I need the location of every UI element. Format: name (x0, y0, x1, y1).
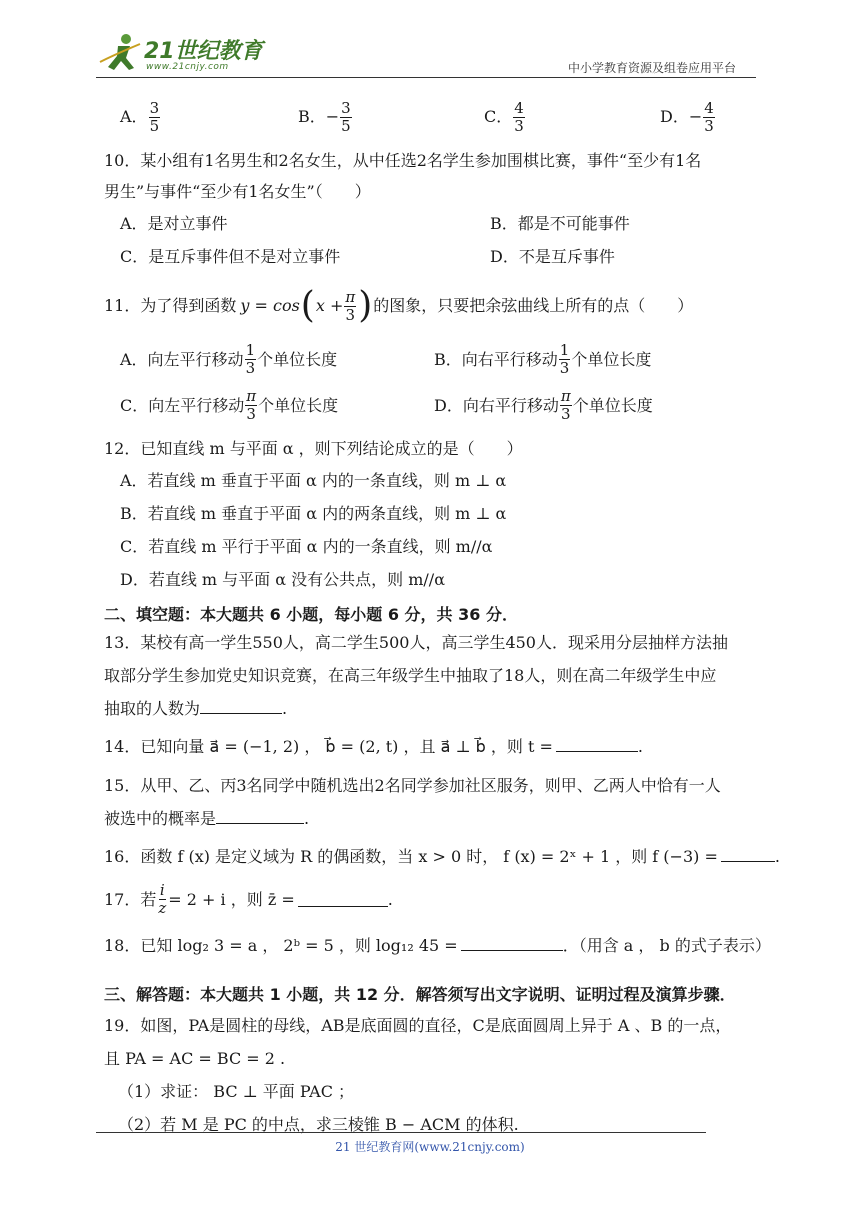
q10-option-d: D．不是互斥事件 (490, 247, 615, 266)
q11-option-d (434, 388, 653, 423)
option-text: 个单位长度 (257, 349, 338, 369)
q11-stem (104, 284, 693, 328)
q11-option-a (120, 342, 337, 377)
q14-text: 14．已知向量 a⃗ = (−1, 2) ， b⃗ = (2, t) ，且 a⃗ ⊥ b⃗ ，则 t = (104, 737, 553, 756)
q19-part1: （1）求证： BC ⊥ 平面 PAC ； (118, 1082, 355, 1101)
denominator: 3 (561, 405, 571, 423)
section-3-heading: 三、解答题：本大题共 1 小题，共 12 分．解答须写出文字说明、证明过程及演算步骤． (104, 985, 736, 1004)
answer-blank[interactable] (461, 936, 563, 951)
q13-text: 抽取的人数为 (104, 699, 201, 718)
q16-text: 16．函数 f (x) 是定义域为 R 的偶函数，当 x > 0 时， f (x) = 2ˣ + 1 ，则 f (−3) = (104, 847, 718, 866)
option-label: B．− (298, 107, 340, 126)
q11-option-c (120, 388, 338, 423)
numerator: 3 (149, 99, 160, 117)
option-text: D．向右平行移动 (434, 395, 559, 415)
q14-end: . (637, 737, 643, 756)
q9-option-a (120, 100, 161, 135)
header-logo (96, 30, 266, 76)
denominator: z (158, 899, 167, 917)
fraction (245, 388, 257, 423)
footer-divider (96, 1132, 706, 1133)
numerator: 1 (559, 341, 570, 359)
q17 (104, 882, 393, 917)
q11-inner: x + (315, 296, 344, 315)
denominator: 5 (341, 117, 351, 135)
q19-line2: 且 PA = AC = BC = 2 . (104, 1049, 286, 1068)
numerator: π (345, 287, 356, 306)
numerator: 4 (704, 99, 714, 117)
option-text: 个单位长度 (571, 349, 652, 369)
header-platform-text: 中小学教育资源及组卷应用平台 (568, 61, 737, 75)
logo-url: www.21cnjy.com (146, 62, 229, 72)
numerator: π (246, 387, 257, 405)
q10-line2: 男生”与事件“至少有1名女生”（ ） (104, 182, 371, 201)
q12-option-d: D．若直线 m 与平面 α 没有公共点，则 m//α (120, 570, 445, 589)
fraction (513, 100, 525, 135)
q18 (104, 935, 771, 957)
option-text: A．向左平行移动 (120, 349, 244, 369)
denominator: 3 (514, 117, 524, 135)
answer-blank[interactable] (721, 847, 775, 862)
denominator: 3 (704, 117, 714, 135)
answer-blank[interactable] (298, 892, 388, 907)
numerator: 4 (514, 99, 524, 117)
numerator: 3 (341, 99, 351, 117)
option-text: B．向右平行移动 (434, 349, 558, 369)
q12-option-b: B．若直线 m 垂直于平面 α 内的两条直线，则 m ⊥ α (120, 504, 507, 523)
denominator: 3 (245, 359, 256, 377)
q14 (104, 736, 643, 758)
q10-option-b: B．都是不可能事件 (490, 214, 630, 233)
answer-blank[interactable] (200, 699, 282, 714)
q12-stem: 12．已知直线 m 与平面 α ，则下列结论成立的是（ ） (104, 439, 523, 458)
fraction (703, 100, 715, 135)
q15-end: . (304, 809, 310, 828)
q11-option-b (434, 342, 651, 377)
q13-line1: 13．某校有高一学生550人，高二学生500人，高三学生450人．现采用分层抽样方法抽 (104, 633, 728, 652)
q10-option-c: C．是互斥事件但不是对立事件 (120, 247, 341, 266)
q11-prefix: 11．为了得到函数 (104, 296, 237, 315)
q15-text: 被选中的概率是 (104, 809, 217, 828)
q16-end: . (774, 847, 780, 866)
answer-blank[interactable] (556, 737, 638, 752)
q19-part2: （2）若 M 是 PC 的中点，求三棱锥 B − ACM 的体积. (118, 1115, 519, 1134)
q9-option-b (298, 100, 353, 135)
q13-line3 (104, 698, 287, 720)
q12-option-a: A．若直线 m 垂直于平面 α 内的一条直线，则 m ⊥ α (120, 471, 507, 490)
q17-end: . (387, 889, 393, 909)
section-2-heading: 二、填空题：本大题共 6 小题，每小题 6 分，共 36 分． (104, 605, 518, 624)
right-paren: ) (358, 285, 373, 326)
q15-line1: 15．从甲、乙、丙3名同学中随机选出2名同学参加社区服务，则甲、乙两人中恰有一人 (104, 776, 721, 795)
q11-suffix: 的图象，只要把余弦曲线上所有的点（ ） (373, 296, 694, 315)
denominator: 3 (559, 359, 570, 377)
option-label: C． (484, 107, 513, 126)
q19-line1: 19．如图，PA是圆柱的母线，AB是底面圆的直径，C是底面圆周上异于 A 、B 的一点， (104, 1016, 732, 1035)
numerator: 1 (245, 341, 256, 359)
left-paren: ( (300, 285, 315, 326)
q12-option-c: C．若直线 m 平行于平面 α 内的一条直线，则 m//α (120, 537, 493, 556)
option-text: C．向左平行移动 (120, 395, 245, 415)
q13-end: . (282, 699, 288, 718)
fraction (344, 289, 356, 324)
numerator: π (560, 387, 571, 405)
fraction (340, 100, 352, 135)
denominator: 3 (345, 305, 356, 324)
q10-option-a: A．是对立事件 (120, 214, 228, 233)
fraction (245, 342, 257, 377)
option-label: A． (120, 107, 148, 126)
footer-text: 21 世纪教育网(www.21cnjy.com) (335, 1140, 525, 1154)
q16 (104, 846, 780, 868)
fraction (149, 100, 161, 135)
option-label: D．− (660, 107, 703, 126)
runner-logo-icon (96, 32, 146, 76)
option-text: 个单位长度 (258, 395, 339, 415)
header-divider (96, 77, 756, 78)
numerator: i (159, 881, 165, 899)
q9-option-c (484, 100, 526, 135)
fraction (559, 342, 571, 377)
q9-option-d (660, 100, 716, 135)
option-text: 个单位长度 (572, 395, 653, 415)
q17-prefix: 17．若 (104, 889, 157, 909)
denominator: 5 (149, 117, 160, 135)
q10-line1: 10．某小组有1名男生和2名女生，从中任选2名学生参加围棋比赛，事件“至少有1名 (104, 151, 702, 170)
fraction (157, 882, 167, 917)
q17-text: = 2 + i ，则 z̄ = (168, 889, 295, 909)
q15-line2 (104, 808, 309, 830)
answer-blank[interactable] (216, 809, 304, 824)
denominator: 3 (246, 405, 256, 423)
q11-expr: y = cos (240, 296, 300, 315)
fraction (560, 388, 572, 423)
logo-text: 21世纪教育 (144, 39, 263, 64)
q18-end: ．（用含 a ， b 的式子表示） (562, 936, 771, 955)
q13-line2: 取部分学生参加党史知识竞赛，在高三年级学生中抽取了18人，则在高二年级学生中应 (104, 666, 717, 685)
q18-text: 18．已知 log₂ 3 = a ， 2ᵇ = 5 ，则 log₁₂ 45 = (104, 936, 458, 955)
